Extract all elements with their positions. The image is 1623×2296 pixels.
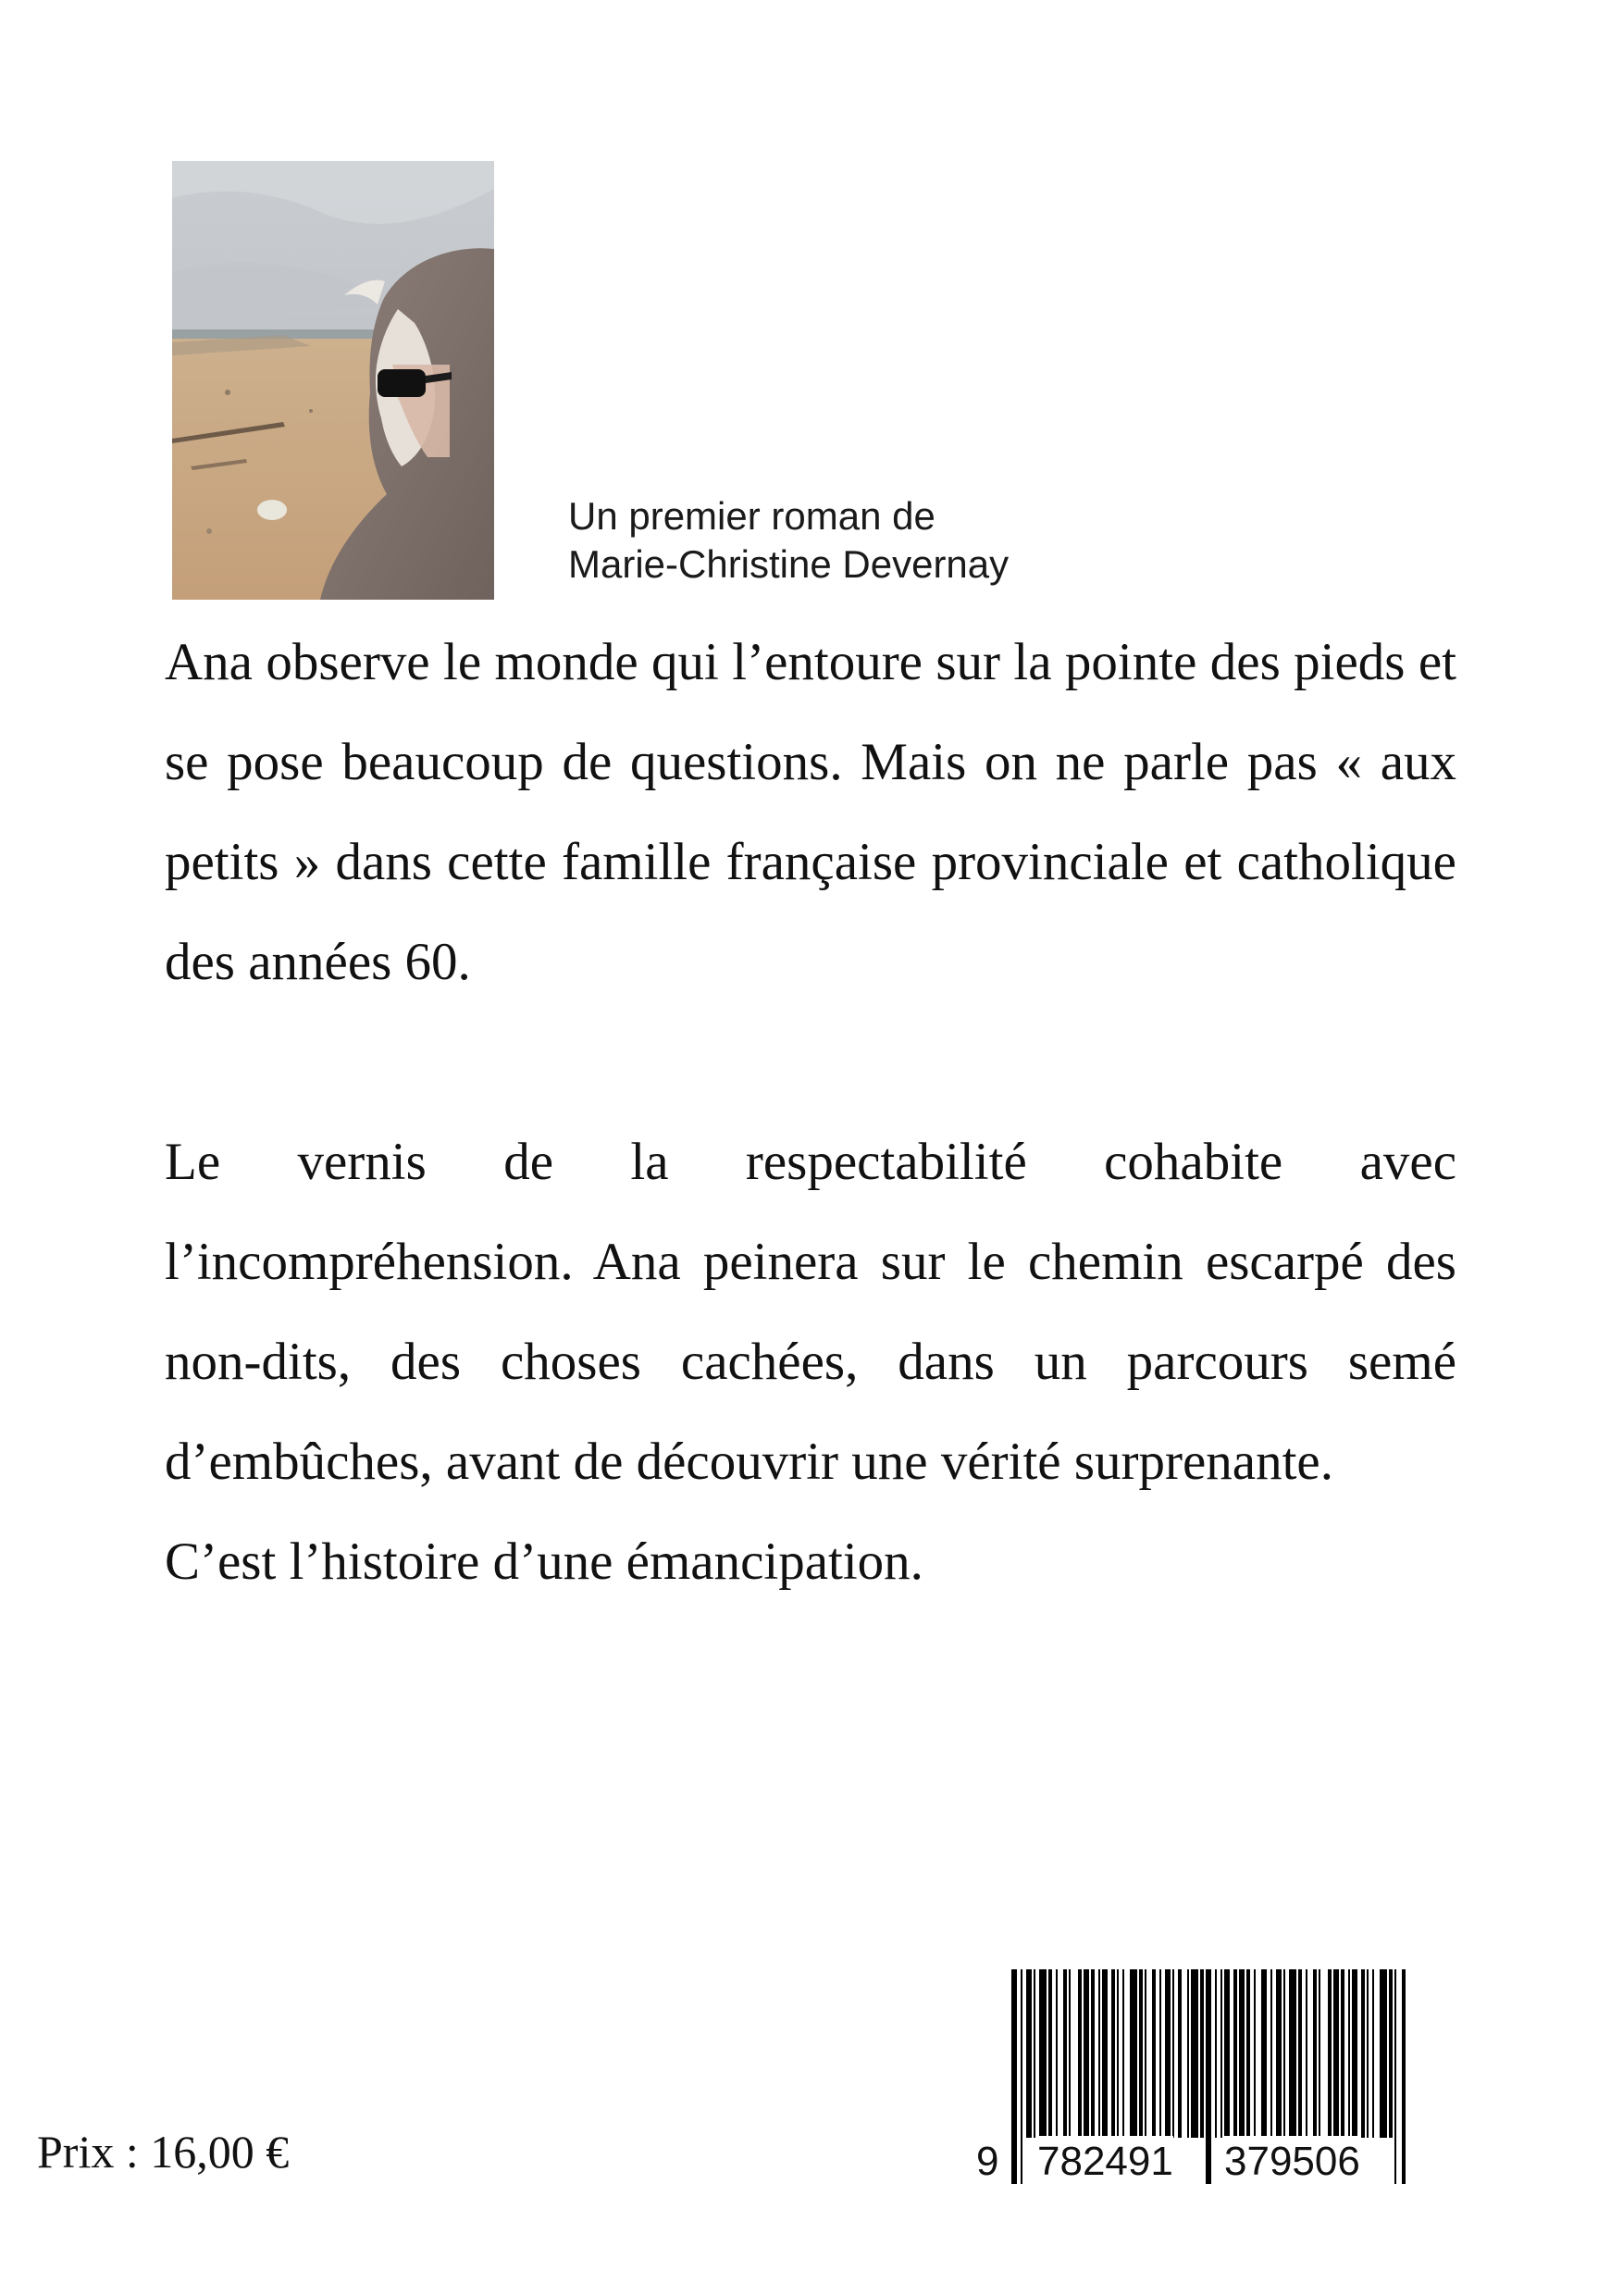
blurb-paragraph: Ana observe le monde qui l’entoure sur la pointe des pieds et se pose beaucoup de questions. Mais on ne parle pas « aux petits » dans cette famille française provinciale et catholique des années 60. [165, 633, 1456, 991]
blurb-paragraph: Le vernis de la respectabilité cohabite avec l’incompréhension. Ana peinera sur le chemin escarpé des non-dits, des choses cachées, dans un parcours semé d’embûches, avant de découvrir une vérité surprenante. [165, 1133, 1456, 1491]
barcode-bar [1313, 1969, 1317, 2138]
barcode-bar [1139, 1969, 1143, 2138]
barcode-bar [1367, 1969, 1369, 2138]
barcode-bar [1289, 1969, 1296, 2138]
author-photo [172, 161, 494, 600]
barcode-bar [1098, 1969, 1100, 2138]
barcode-digit-first: 9 [976, 2136, 998, 2188]
barcode-bar [1152, 1969, 1156, 2138]
barcode-bar [1246, 1969, 1250, 2138]
barcode-bar [1091, 1969, 1095, 2138]
barcode-bar [1122, 1969, 1124, 2138]
barcode-bar [1239, 1969, 1245, 2138]
barcode-bar [1111, 1969, 1115, 2138]
isbn-barcode [976, 1969, 1411, 2191]
barcode-bar [1145, 1969, 1146, 2138]
barcode-bar [1078, 1969, 1082, 2138]
barcode-bar [1341, 1969, 1344, 2138]
barcode-bar [1130, 1969, 1137, 2138]
barcode-bar [1102, 1969, 1108, 2138]
barcode-bar [1026, 1969, 1032, 2138]
barcode-bar [1333, 1969, 1339, 2138]
barcode-bar [1276, 1969, 1282, 2138]
barcode-bar [1084, 1969, 1089, 2138]
barcode-bar [1270, 1969, 1272, 2138]
barcode-bar [1224, 1969, 1230, 2138]
barcode-bar [1172, 1969, 1174, 2138]
blurb [165, 613, 1456, 1612]
barcode-bar [1328, 1969, 1332, 2138]
barcode-bar [1069, 1969, 1071, 2138]
barcode-bar [1348, 1969, 1350, 2138]
barcode-bar [1389, 1969, 1393, 2138]
barcode-bar [1200, 1969, 1204, 2138]
barcode-bar [1233, 1969, 1237, 2138]
barcode-digits-right: 379506 [1224, 2136, 1360, 2188]
barcode-bar [1261, 1969, 1267, 2138]
barcode-bar [1306, 1969, 1307, 2138]
author-name: Marie-Christine Devernay [568, 542, 1010, 586]
barcode-bar [1220, 1969, 1222, 2138]
barcode-bar [1298, 1969, 1302, 2138]
barcode-bar [1187, 1969, 1189, 2138]
barcode-bar [1372, 1969, 1374, 2138]
barcode-bar [1254, 1969, 1256, 2138]
barcode-bar [1039, 1969, 1047, 2138]
barcode-bar [1159, 1969, 1161, 2138]
barcode-digits [976, 2136, 1411, 2191]
barcode-bar [1178, 1969, 1182, 2138]
barcode-bar [1283, 1969, 1285, 2138]
barcode-bar [1117, 1969, 1119, 2138]
barcode-bar [1165, 1969, 1171, 2138]
byline [568, 492, 1009, 589]
byline-intro: Un premier roman de [568, 494, 935, 538]
price-label: Prix : 16,00 € [37, 2126, 290, 2178]
barcode-bar [1319, 1969, 1320, 2138]
barcode-bar [1215, 1969, 1217, 2138]
barcode-bar [1034, 1969, 1035, 2138]
barcode-bar [1380, 1969, 1387, 2138]
barcode-bar [1056, 1969, 1058, 2138]
barcode-bar [1361, 1969, 1365, 2138]
barcode-digits-left: 782491 [1037, 2136, 1173, 2188]
barcode-bar [1191, 1969, 1198, 2138]
barcode-bar [1352, 1969, 1357, 2138]
barcode-bar [1048, 1969, 1052, 2138]
barcode-bar [1063, 1969, 1067, 2138]
blurb-paragraph: C’est l’histoire d’une émancipation. [165, 1533, 923, 1591]
